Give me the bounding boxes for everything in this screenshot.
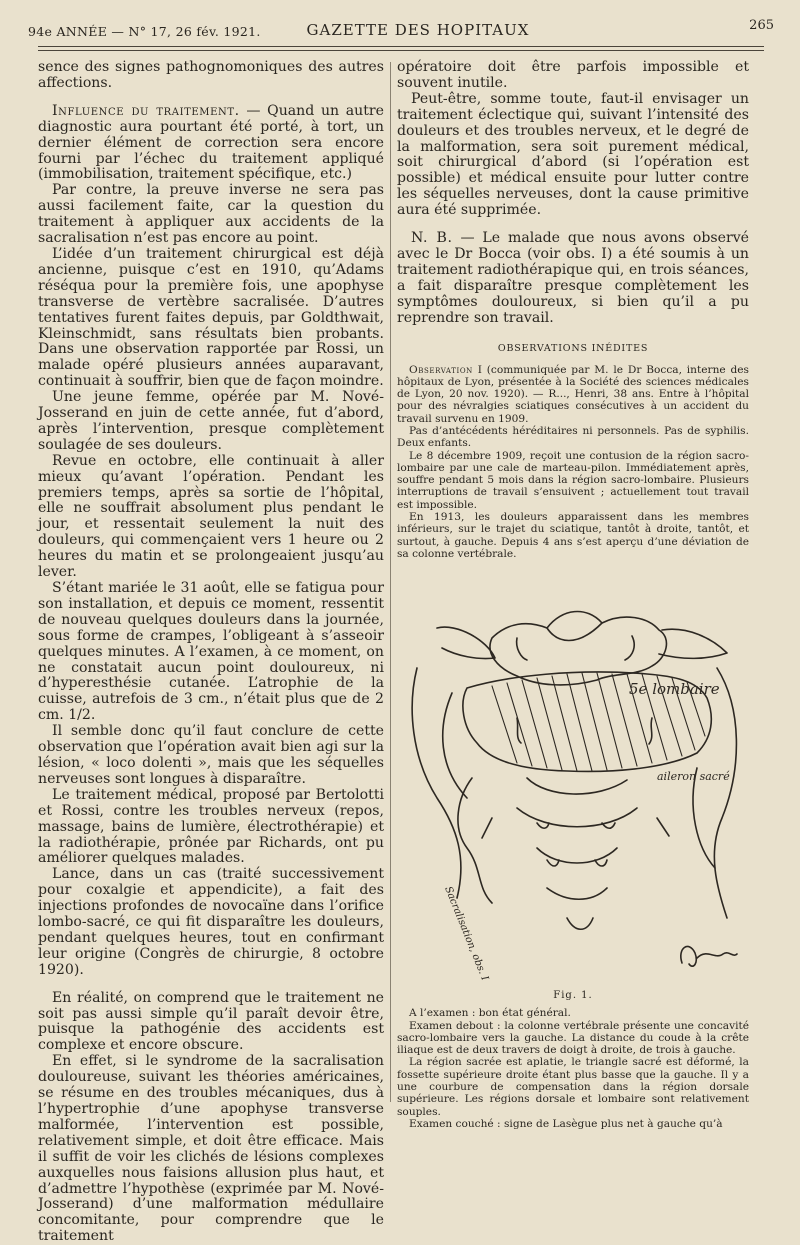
journal-title: GAZETTE DES HOPITAUX — [306, 21, 530, 39]
paragraph-body: Pas d’antécédents héréditaires ni personnels. Pas de syphilis. Deux enfants. — [397, 424, 749, 450]
paragraph — [38, 183, 384, 247]
observations-heading: OBSERVATIONS INÉDITES — [497, 342, 649, 354]
paragraph-body: En effet, si le syndrome de la sacralisation douloureuse, suivant les théories américaines, se résume en des troubles mécaniques, dus à l’hypertrophie d’une apophyse transverse malformée, l’intervention est possible, relativement simple, et doit être efficace. Mais il suffit de voir les clichés de lésions complexes auxquelles nous faisions allusion plus haut, et d’admettre l’hypothèse (exprimée par M. Nové-Josserand) d’une malformation médullaire concomitante, pour comprendre que le traitement — [38, 1053, 384, 1245]
paragraph — [38, 788, 384, 868]
paragraph — [397, 511, 749, 560]
header-rule-thin — [38, 50, 764, 51]
observation-text — [397, 364, 749, 561]
issue-info: 94e ANNÉE — N° 17, 26 fév. 1921. — [28, 24, 261, 39]
paragraph — [397, 92, 749, 219]
paragraph-body: A l’examen : bon état général. — [409, 1007, 571, 1020]
paragraph-body: opératoire doit être parfois impossible et souvent inutile. — [397, 59, 749, 91]
paragraph-body: S’étant mariée le 31 août, elle se fatigua pour son installation, et depuis ce moment, ressentit de nouveau quelques douleurs dans la journée, sous forme de crampes, l’obligeant à s’asseoir quelques minutes. A l’examen, à ce moment, on ne constatait aucun point douloureux, ni d’hyperesthésie cutanée. L’atrophie de la cuisse, autrefois de 3 cm., n’était plus que de 2 cm. 1/2. — [38, 580, 384, 724]
paragraph-body: Examen couché : signe de Lasègue plus net à gauche qu’à — [409, 1117, 723, 1130]
paragraph-body: — Le malade que nous avons observé avec le Dr Bocca (voir obs. I) a été soumis à un traitement radiothérapique qui, en trois séances, a fait disparaître presque complètement les symptômes douloureux, si bien qu’il a pu reprendre son travail. — [397, 230, 749, 326]
paragraph-body: Revue en octobre, elle continuait à aller mieux qu’avant l’opération. Pendant les premiers temps, après sa sortie de l’hôpital, elle ne souffrait absolument plus pendant le jour, et ressentait seulement la nuit des douleurs, qui commençaient vers 1 heure ou 2 heures du matin et se prolongeaient jusqu’au lever. — [38, 452, 384, 581]
paragraph-body: L’idée d’un traitement chirurgical est déjà ancienne, puisque c’est en 1910, qu’Adams réséqua pour la première fois, une apophyse transverse de vertèbre sacralisée. D’autres tentatives furent faites depuis, par Goldthwait, Kleinschmidt, sans résultats bien probants. Dans une observation rapportée par Rossi, un malade opéré plusieurs années auparavant, continuait à souffrir, bien que de façon moindre. — [38, 245, 384, 390]
paragraph — [397, 1020, 749, 1057]
paragraph-body: Une jeune femme, opérée par M. Nové-Josserand en juin de cette année, fut d’abord, après l’intervention, presque complètement soulagée de ses douleurs. — [38, 389, 384, 453]
paragraph — [397, 231, 749, 326]
paragraph — [397, 425, 749, 450]
paragraph — [38, 724, 384, 788]
figure-caption: Fig. 1. — [553, 990, 593, 1002]
page-number: 265 — [749, 18, 774, 33]
paragraph — [397, 60, 749, 92]
paragraph — [38, 1054, 384, 1245]
paragraph — [38, 104, 384, 184]
paragraph — [38, 867, 384, 978]
right-article-text — [397, 60, 749, 327]
column-separator — [390, 62, 391, 1102]
paragraph-body: Examen debout : la colonne vertébrale présente une concavité sacro-lombaire vers la gauche. La distance du coude à la crête iliaque est de deux travers de doigt à droite, de trois à gauche. — [397, 1019, 749, 1057]
paragraph-body: La région sacrée est aplatie, le triangle sacré est déformé, la fossette supérieure droite étant plus basse que la gauche. Il y a une courbure de compensation dans la région dorsale supérieure. Les régions dorsale et lombaire sont relativement souples. — [397, 1056, 749, 1118]
header-rule — [38, 46, 764, 47]
paragraph — [397, 450, 749, 511]
right-column — [397, 60, 749, 1130]
paragraph-body: sence des signes pathognomoniques des autres affections. — [38, 59, 384, 91]
paragraph — [38, 247, 384, 390]
paragraph-body: I (communiquée par M. le Dr Bocca, interne des hôpitaux de Lyon, présentée à la Société des sciences médicales de Lyon, 20 nov. 1920). — R..., Henri, 38 ans. Entre à l’hôpital pour des névralgies sciatiques consécutives à un accident du travail survenu en 1909. — [397, 363, 749, 425]
paragraph-body: Peut-être, somme toute, faut-il envisager un traitement éclectique qui, suivant l’intensité des douleurs et des troubles nerveux, et le degré de la malformation, sera soit purement médical, soit chirurgical d’abord (si l’opération est possible) et médical ensuite pour lutter contre les séquelles nerveuses, dont la cause primitive aura été supprimée. — [397, 90, 749, 219]
paragraph — [38, 581, 384, 724]
paragraph — [397, 1007, 749, 1019]
page-header — [28, 18, 774, 44]
figure-side-inscription: Sacralisation, obs. I — [442, 885, 491, 983]
label-fifth-lumbar: 5e lombaire — [629, 680, 720, 699]
paragraph — [397, 1056, 749, 1117]
paragraph-lead: Observation — [409, 363, 473, 376]
paragraph — [38, 390, 384, 454]
paragraph — [397, 364, 749, 425]
paragraph-lead: Influence du traitement. — [52, 102, 240, 119]
figure-spine-drawing — [397, 568, 749, 988]
paragraph — [38, 60, 384, 92]
paragraph-body: Le traitement médical, proposé par Bertolotti et Rossi, contre les troubles nerveux (repos, massage, bains de lumière, électrothérapie) et la radiothérapie, prônée par Richards, ont pu améliorer quelques malades. — [38, 786, 384, 867]
left-column — [38, 60, 384, 1245]
paragraph — [38, 991, 384, 1055]
spine-sketch — [397, 568, 749, 988]
paragraph-lead: N. B. — [411, 230, 453, 247]
paragraph-body: — Quand un autre diagnostic aura pourtant été porté, à tort, un dernier élément de correction sera encore fourni par l’échec du traitement appliqué (immobilisation, traitement spécifique, etc.) — [38, 102, 384, 183]
paragraph-body: En réalité, on comprend que le traitement ne soit pas aussi simple qu’il paraît devoir être, puisque la pathogénie des accidents est complexe et encore obscure. — [38, 989, 384, 1054]
paragraph-body: En 1913, les douleurs apparaissent dans les membres inférieurs, sur le trajet du sciatique, tantôt à droite, tantôt, et surtout, à gauche. Depuis 4 ans s’est aperçu d’une déviation de sa colonne vertébrale. — [397, 511, 749, 560]
examination-text — [397, 1007, 749, 1130]
paragraph-body: Le 8 décembre 1909, reçoit une contusion de la région sacro-lombaire par une cale de marteau-pilon. Immédiatement après, souffre pendant 5 mois dans la région sacro-lombaire. Plusieurs interruptions de travail s’ensuivent ; actuellement tout travail est impossible. — [397, 449, 749, 511]
paragraph-body: Par contre, la preuve inverse ne sera pas aussi facilement faite, car la question du traitement à appliquer aux accidents de la sacralisation n’est pas encore au point. — [38, 182, 384, 247]
paragraph — [38, 454, 384, 581]
label-sacral-wing: aileron sacré — [657, 770, 730, 784]
paragraph-body: Il semble donc qu’il faut conclure de cette observation que l’opération avait bien agi sur la lésion, « loco dolenti », mais que les séquelles nerveuses sont longues à disparaître. — [38, 723, 384, 787]
paragraph — [397, 1118, 749, 1130]
paragraph-body: Lance, dans un cas (traité successivement pour coxalgie et appendicite), a fait des injections profondes de novocaïne dans l’orifice lombo-sacré, ce qui fit disparaître les douleurs, pendant quelques heures, tout en confirmant leur origine (Congrès de chirurgie, 8 octobre 1920). — [38, 866, 384, 978]
